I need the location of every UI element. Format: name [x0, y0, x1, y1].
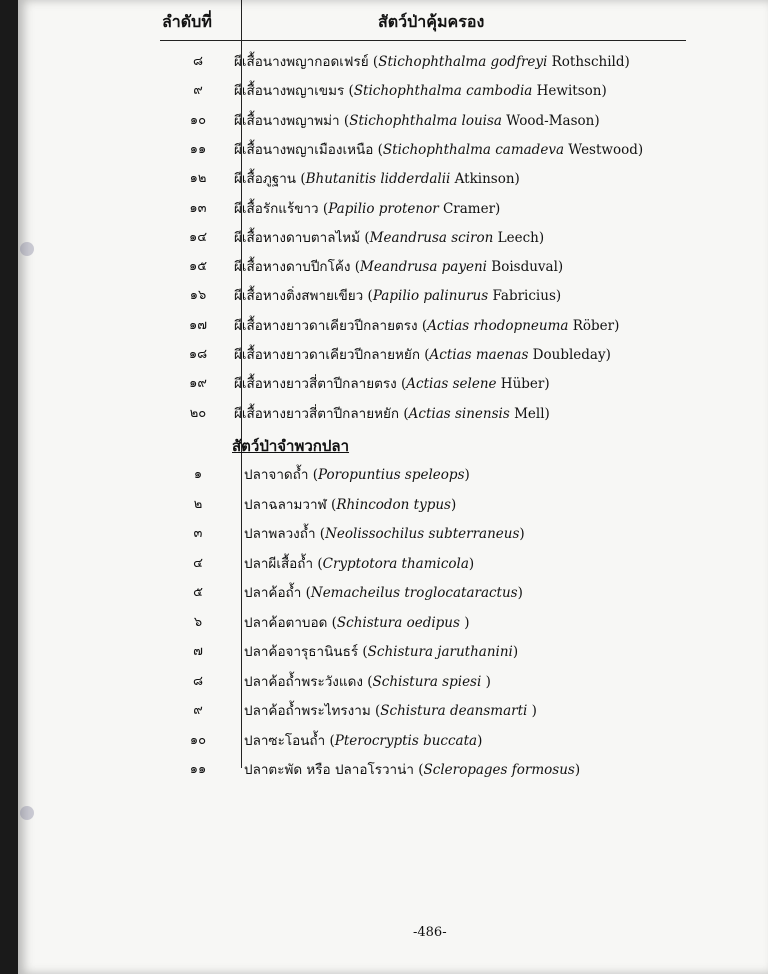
scientific-name: Actias maenas [429, 347, 529, 363]
table-row [18, 493, 768, 522]
scientific-name: Scleropages formosus [423, 762, 575, 778]
row-number: ๕ [193, 585, 203, 600]
table-row [18, 699, 768, 728]
column-header-animal: สัตว์ป่าคุ้มครอง [378, 12, 485, 31]
scientific-name: Nemacheilus troglocataractus [310, 585, 518, 601]
table-row [18, 284, 768, 313]
author-name: Röber) [568, 317, 620, 334]
scientific-name: Bhutanitis lidderdalii [305, 171, 451, 188]
scientific-name: Stichophthalma camadeva [382, 141, 564, 158]
thai-name: ผีเสื้อภูฐาน ( [234, 171, 306, 188]
row-number: ๑๐ [189, 112, 207, 128]
table-row [18, 611, 768, 640]
scientific-name: Cryptotora thamicola [322, 555, 469, 572]
thai-name: ผีเสื้อหางดาบตาลไหม้ ( [234, 229, 370, 246]
table-row [18, 402, 768, 431]
thai-name: ปลาซะโอนถ้ำ ( [244, 732, 335, 749]
species-entry [244, 552, 474, 574]
author-name: Westwood) [564, 141, 644, 158]
thai-name: ปลาค้อตาบอด ( [244, 614, 337, 631]
scientific-name: Meandrusa payeni [360, 259, 487, 276]
header-rule [160, 40, 686, 41]
thai-name: ผีเสื้อนางพญากอดเฟรย์ ( [234, 54, 379, 70]
species-entry [234, 402, 550, 424]
scientific-name: Pterocryptis buccata [334, 732, 478, 749]
table-row [18, 552, 768, 581]
thai-name: ปลาค้อถ้ำ ( [244, 585, 311, 601]
author-name: Doubleday) [528, 347, 611, 363]
species-entry [244, 729, 482, 751]
table-row [18, 109, 768, 138]
thai-name: ผีเสื้อหางยาวสี่ตาปีกลายตรง ( [234, 376, 407, 393]
thai-name: ปลาค้อจารุธานินธร์ ( [244, 644, 368, 660]
table-row [18, 138, 768, 167]
scientific-name: Schistura spiesi [372, 673, 482, 690]
scientific-name: Actias selene [406, 376, 497, 393]
author-name: Rothschild) [547, 54, 630, 70]
table-row [18, 670, 768, 699]
thai-name: ผีเสื้อหางดาบปีกโค้ง ( [234, 259, 361, 276]
species-entry [244, 758, 580, 780]
table-row [18, 343, 768, 372]
species-entry [234, 284, 561, 306]
row-number: ๒ [193, 496, 203, 512]
row-number: ๑๘ [188, 347, 208, 362]
species-entry [244, 581, 523, 603]
thai-name: ปลาผีเสื้อถ้ำ ( [244, 555, 323, 572]
table-row [18, 581, 768, 610]
author-name: Cramer) [438, 200, 501, 217]
species-entry [244, 522, 525, 544]
scan-smudge [20, 242, 34, 256]
row-number: ๑๐ [189, 732, 207, 748]
scientific-name: Papilio palinurus [372, 288, 489, 305]
author-name: Wood-Mason) [501, 112, 600, 129]
author-name: ) [519, 526, 525, 542]
species-entry [244, 611, 470, 633]
author-name: Boisduval) [486, 259, 564, 276]
scientific-name: Rhincodon typus [336, 496, 451, 513]
table-row [18, 226, 768, 255]
scientific-name: Poropuntius speleops [318, 467, 465, 483]
document-page [18, 0, 768, 974]
author-name: Atkinson) [450, 171, 520, 188]
thai-name: ปลาค้อถ้ำพระไทรงาม ( [244, 703, 381, 719]
row-number: ๘ [192, 673, 204, 689]
row-number: ๓ [193, 526, 203, 541]
author-name: Hewitson) [532, 83, 607, 100]
thai-name: ผีเสื้อหางยาวดาเคียวปีกลายหยัก ( [234, 347, 430, 363]
scientific-name: Papilio protenor [328, 200, 439, 217]
thai-name: ปลาฉลามวาฬ ( [244, 496, 337, 513]
author-name: ) [468, 555, 475, 572]
row-number: ๑๒ [189, 171, 207, 187]
row-number: ๔ [193, 555, 203, 571]
table-row [18, 50, 768, 79]
table-row [18, 314, 768, 343]
species-entry [234, 343, 611, 365]
page-number: -486- [413, 925, 447, 940]
thai-name: ปลาจาดถ้ำ ( [244, 467, 318, 483]
table-row [18, 522, 768, 551]
scientific-name: Stichophthalma louisa [349, 112, 502, 129]
scientific-name: Neolissochilus subterraneus [325, 526, 520, 542]
author-name: ) [527, 703, 537, 719]
scientific-name: Stichophthalma cambodia [353, 83, 533, 100]
scientific-name: Schistura jaruthanini [367, 644, 513, 660]
species-entry [244, 670, 491, 692]
thai-name: ปลาตะพัด หรือ ปลาอโรวาน่า ( [244, 762, 424, 778]
row-number: ๗ [193, 644, 203, 659]
species-entry [244, 640, 518, 662]
species-entry [234, 197, 500, 219]
scientific-name: Stichophthalma godfreyi [378, 54, 548, 70]
scientific-name: Actias sinensis [408, 405, 510, 422]
row-number: ๘ [192, 54, 204, 69]
thai-name: ผีเสื้อรักแร้ขาว ( [234, 200, 329, 217]
row-number: ๑๑ [189, 141, 207, 157]
table-row [18, 640, 768, 669]
table-row [18, 463, 768, 492]
author-name: ) [450, 496, 457, 513]
row-number: ๑ [193, 467, 203, 482]
table-row [18, 729, 768, 758]
table-row [18, 79, 768, 108]
author-name: ) [481, 673, 491, 690]
table-row [18, 255, 768, 284]
row-number: ๒๐ [189, 405, 207, 421]
row-number: ๑๗ [188, 317, 208, 333]
species-entry [234, 255, 563, 277]
column-header-number: ลำดับที่ [162, 12, 212, 31]
species-entry [234, 109, 600, 131]
row-number: ๑๓ [189, 200, 207, 216]
row-number: ๖ [193, 614, 203, 630]
species-entry [234, 50, 630, 72]
row-number: ๙ [193, 703, 203, 718]
author-name: ) [459, 614, 470, 631]
row-number: ๑๕ [188, 259, 208, 275]
thai-name: ผีเสื้อนางพญาเขมร ( [234, 83, 354, 100]
author-name: ) [517, 585, 523, 601]
row-number: ๑๖ [189, 288, 207, 304]
author-name: Hüber) [496, 376, 550, 393]
author-name: Leech) [493, 229, 545, 246]
thai-name: ผีเสื้อนางพญาพม่า ( [234, 112, 350, 129]
row-number: ๑๙ [189, 376, 207, 392]
author-name: ) [477, 732, 483, 749]
scientific-name: Schistura oedipus [336, 614, 460, 631]
table-row [18, 758, 768, 787]
author-name: ) [464, 467, 470, 483]
row-number: ๑๔ [188, 229, 208, 245]
thai-name: ผีเสื้อหางยาวดาเคียวปีกลายตรง ( [234, 317, 428, 334]
table-row [18, 372, 768, 401]
row-number: ๑๑ [189, 762, 207, 777]
species-entry [234, 138, 643, 160]
thai-name: ปลาพลวงถ้ำ ( [244, 526, 326, 542]
author-name: Mell) [509, 405, 550, 422]
species-entry [234, 226, 544, 248]
author-name: ) [574, 762, 581, 778]
thai-name: ปลาค้อถ้ำพระวังแดง ( [244, 673, 373, 690]
scientific-name: Actias rhodopneuma [427, 317, 569, 334]
scientific-name: Schistura deansmarti [380, 703, 528, 719]
scientific-name: Meandrusa sciron [369, 229, 494, 246]
row-number: ๙ [193, 83, 203, 99]
thai-name: ผีเสื้อหางยาวสี่ตาปีกลายหยัก ( [234, 405, 409, 422]
table-row [18, 197, 768, 226]
species-entry [244, 463, 470, 485]
species-entry [244, 493, 456, 515]
thai-name: ผีเสื้อหางติ่งสพายเขียว ( [234, 288, 373, 305]
species-entry [234, 167, 520, 189]
scan-smudge [20, 806, 34, 820]
species-entry [234, 372, 550, 394]
species-entry [244, 699, 537, 721]
thai-name: ผีเสื้อนางพญาเมืองเหนือ ( [234, 141, 383, 158]
author-name: Fabricius) [488, 288, 562, 305]
table-row [18, 167, 768, 196]
species-entry [234, 314, 619, 336]
fish-section-title: สัตว์ป่าจำพวกปลา [232, 437, 350, 455]
author-name: ) [512, 644, 519, 660]
species-entry [234, 79, 607, 101]
